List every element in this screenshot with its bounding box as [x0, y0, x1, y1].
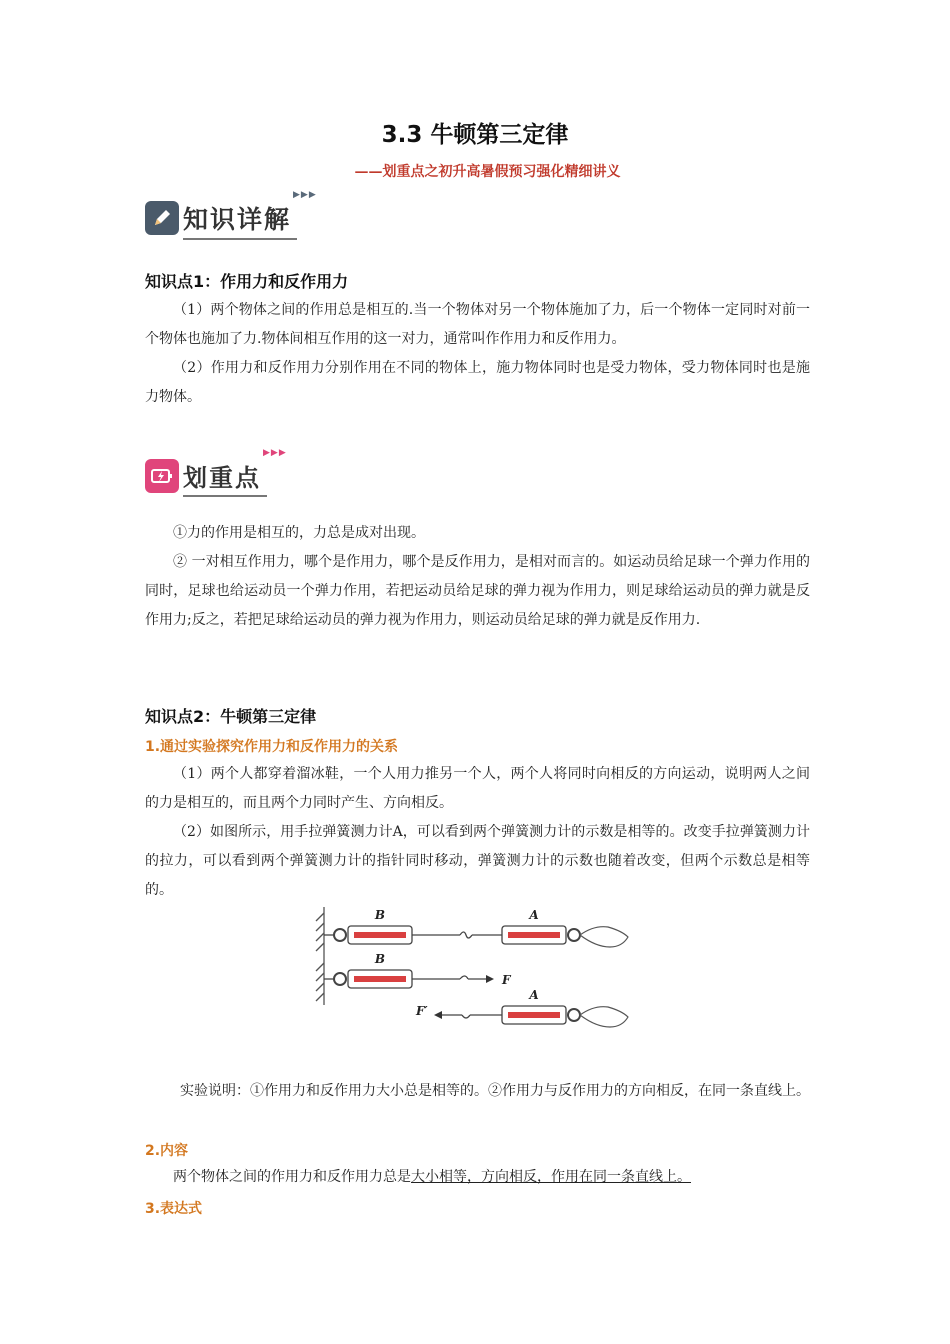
content-line: [145, 1163, 810, 1192]
row1: [324, 908, 628, 947]
content-prefix: 两个物体之间的作用力和反作用力总是: [173, 1169, 411, 1185]
spring-balance-figure: [312, 905, 634, 1037]
section2-sub3: 3.表达式: [145, 1201, 203, 1217]
row3: [415, 988, 628, 1027]
knowledge-badge: [145, 190, 317, 236]
experiment-note: [145, 1077, 810, 1106]
label-b-2: B: [374, 952, 386, 966]
dots-icon: ▶▶▶: [293, 190, 317, 200]
section2-heading: 知识点2：牛顿第三定律: [145, 707, 317, 726]
label-a: A: [529, 908, 539, 922]
label-a-2: A: [529, 988, 539, 1002]
label-f: F: [502, 973, 511, 987]
section2-p2: （2）如图所示，用手拉弹簧测力计A，可以看到两个弹簧测力计的示数是相等的。改变手拉弹簧测力计的拉力，可以看到两个弹簧测力计的指针同时移动，弹簧测力计的示数也随着改变，但两个示数总是相等的。: [145, 824, 810, 898]
page-subtitle: ——划重点之初升高暑假预习强化精细讲义: [354, 164, 621, 180]
experiment-note-text: 实验说明：①作用力和反作用力大小总是相等的。②作用力与反作用力的方向相反，在同一条直线上。: [180, 1083, 810, 1099]
section2-p1: （1）两个人都穿着溜冰鞋，一个人用力推另一个人，两个人将同时向相反的方向运动，说明两人之间的力是相互的，而且两个力同时产生、方向相反。: [145, 766, 810, 811]
keypoints-badge: [145, 448, 287, 493]
dots-icon: ▶▶▶: [263, 448, 287, 458]
content-underlined: 大小相等，方向相反，作用在同一条直线上。: [411, 1169, 691, 1185]
keypoints-body: [145, 519, 810, 635]
section1-p1: （1）两个物体之间的作用总是相互的.当一个物体对另一个物体施加了力，后一个物体一定同时对前一个物体也施加了力.物体间相互作用的这一对力，通常叫作作用力和反作用力。: [145, 302, 810, 347]
label-f-prime: F′: [416, 1004, 428, 1018]
wall: [316, 907, 324, 1005]
section1-body: [145, 296, 810, 412]
section1-p2: （2）作用力和反作用力分别作用在不同的物体上，施力物体同时也是受力物体，受力物体同时也是施力物体。: [145, 360, 810, 405]
section2-body: [145, 760, 810, 905]
section1-heading: 知识点1：作用力和反作用力: [145, 272, 349, 291]
keypoints-badge-label: 划重点: [183, 464, 261, 492]
knowledge-badge-label: 知识详解: [183, 205, 292, 234]
section2-sub1: 1.通过实验探究作用力和反作用力的关系: [145, 739, 399, 755]
pencil-icon: [145, 201, 179, 235]
label-b: B: [374, 908, 386, 922]
keypoints-p2: ② 一对相互作用力，哪个是作用力，哪个是反作用力，是相对而言的。如运动员给足球一个弹力作用的同时，足球也给运动员一个弹力作用，若把运动员给足球的弹力视为作用力，则足球给运动员的弹力就是反作用力;反之，若把足球给运动员的弹力视为作用力，则运动员给足球的弹力就是反作用力.: [145, 554, 810, 628]
section2-sub2: 2.内容: [145, 1143, 189, 1159]
keypoints-p1: ①力的作用是相互的，力总是成对出现。: [173, 525, 425, 541]
page-title: 3.3 牛顿第三定律: [381, 122, 569, 148]
battery-icon: [145, 459, 179, 493]
row2: [324, 952, 512, 988]
